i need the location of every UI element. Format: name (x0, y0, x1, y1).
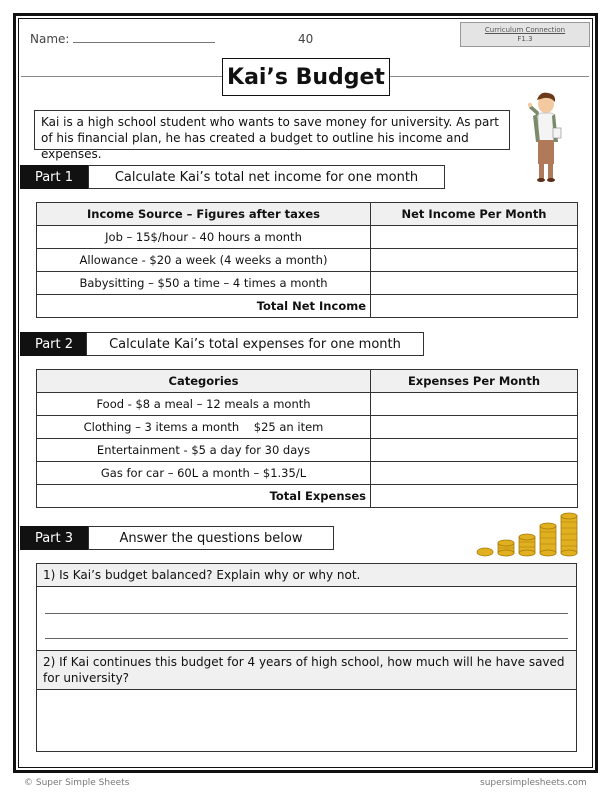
total-net-income-answer-cell[interactable] (371, 295, 578, 318)
income-source-cell: Babysitting – $50 a time – 4 times a month (37, 272, 371, 295)
net-income-answer-cell[interactable] (371, 226, 578, 249)
page-number: 40 (298, 32, 314, 46)
income-source-header: Income Source – Figures after taxes (37, 203, 371, 226)
part-2-label: Part 2 (20, 332, 88, 356)
name-field[interactable] (30, 32, 215, 46)
part-3-label: Part 3 (20, 526, 88, 550)
expense-header-row (37, 370, 578, 393)
expense-answer-cell[interactable] (371, 416, 578, 439)
student-illustration (526, 90, 568, 185)
expense-answer-cell[interactable] (371, 393, 578, 416)
table-row (37, 226, 578, 249)
name-blank-line[interactable] (73, 33, 215, 43)
answer-line[interactable] (45, 638, 568, 639)
expense-table (36, 369, 578, 508)
part-1-title: Calculate Kai’s total net income for one month (88, 165, 445, 189)
total-expenses-label: Total Expenses (37, 485, 371, 508)
footer-website: supersimplesheets.com (480, 778, 587, 788)
expense-answer-cell[interactable] (371, 462, 578, 485)
curriculum-title: Curriculum Connection (484, 26, 566, 34)
categories-header: Categories (37, 370, 371, 393)
expense-total-row (37, 485, 578, 508)
expense-category-cell: Food - $8 a meal – 12 meals a month (37, 393, 371, 416)
question-2-answer-area[interactable] (36, 689, 577, 752)
intro-text: Kai is a high school student who wants to save money for university. As part of his financial plan, he has created a budget to outline his income and expenses. (34, 110, 510, 150)
question-1-answer-area[interactable] (36, 586, 577, 650)
table-row (37, 462, 578, 485)
net-income-answer-cell[interactable] (371, 249, 578, 272)
page-title: Kai’s Budget (222, 58, 390, 96)
part-2-title: Calculate Kai’s total expenses for one month (86, 332, 424, 356)
net-income-header: Net Income Per Month (371, 203, 578, 226)
income-source-cell: Job – 15$/hour - 40 hours a month (37, 226, 371, 249)
income-table (36, 202, 578, 318)
table-row (37, 249, 578, 272)
expense-category-cell: Entertainment - $5 a day for 30 days (37, 439, 371, 462)
income-total-row (37, 295, 578, 318)
net-income-answer-cell[interactable] (371, 272, 578, 295)
total-net-income-label: Total Net Income (37, 295, 371, 318)
coin-stacks-illustration (476, 512, 580, 560)
expenses-header: Expenses Per Month (371, 370, 578, 393)
expense-category-cell: Gas for car – 60L a month – $1.35/L (37, 462, 371, 485)
income-header-row (37, 203, 578, 226)
curriculum-code: F1.3 (517, 35, 533, 43)
part-1-label: Part 1 (20, 165, 88, 189)
answer-line[interactable] (45, 613, 568, 614)
table-row (37, 439, 578, 462)
expense-category-cell: Clothing – 3 items a month $25 an item (37, 416, 371, 439)
expense-answer-cell[interactable] (371, 439, 578, 462)
total-expenses-answer-cell[interactable] (371, 485, 578, 508)
table-row (37, 272, 578, 295)
question-2-prompt: 2) If Kai continues this budget for 4 years of high school, how much will he have saved for university? (36, 650, 577, 690)
table-row (37, 416, 578, 439)
name-label: Name: (30, 32, 70, 46)
curriculum-connection-box (460, 22, 590, 47)
income-source-cell: Allowance - $20 a week (4 weeks a month) (37, 249, 371, 272)
part-3-title: Answer the questions below (88, 526, 334, 550)
question-1-prompt: 1) Is Kai’s budget balanced? Explain why or why not. (36, 563, 577, 587)
table-row (37, 393, 578, 416)
footer-copyright: © Super Simple Sheets (24, 778, 130, 788)
